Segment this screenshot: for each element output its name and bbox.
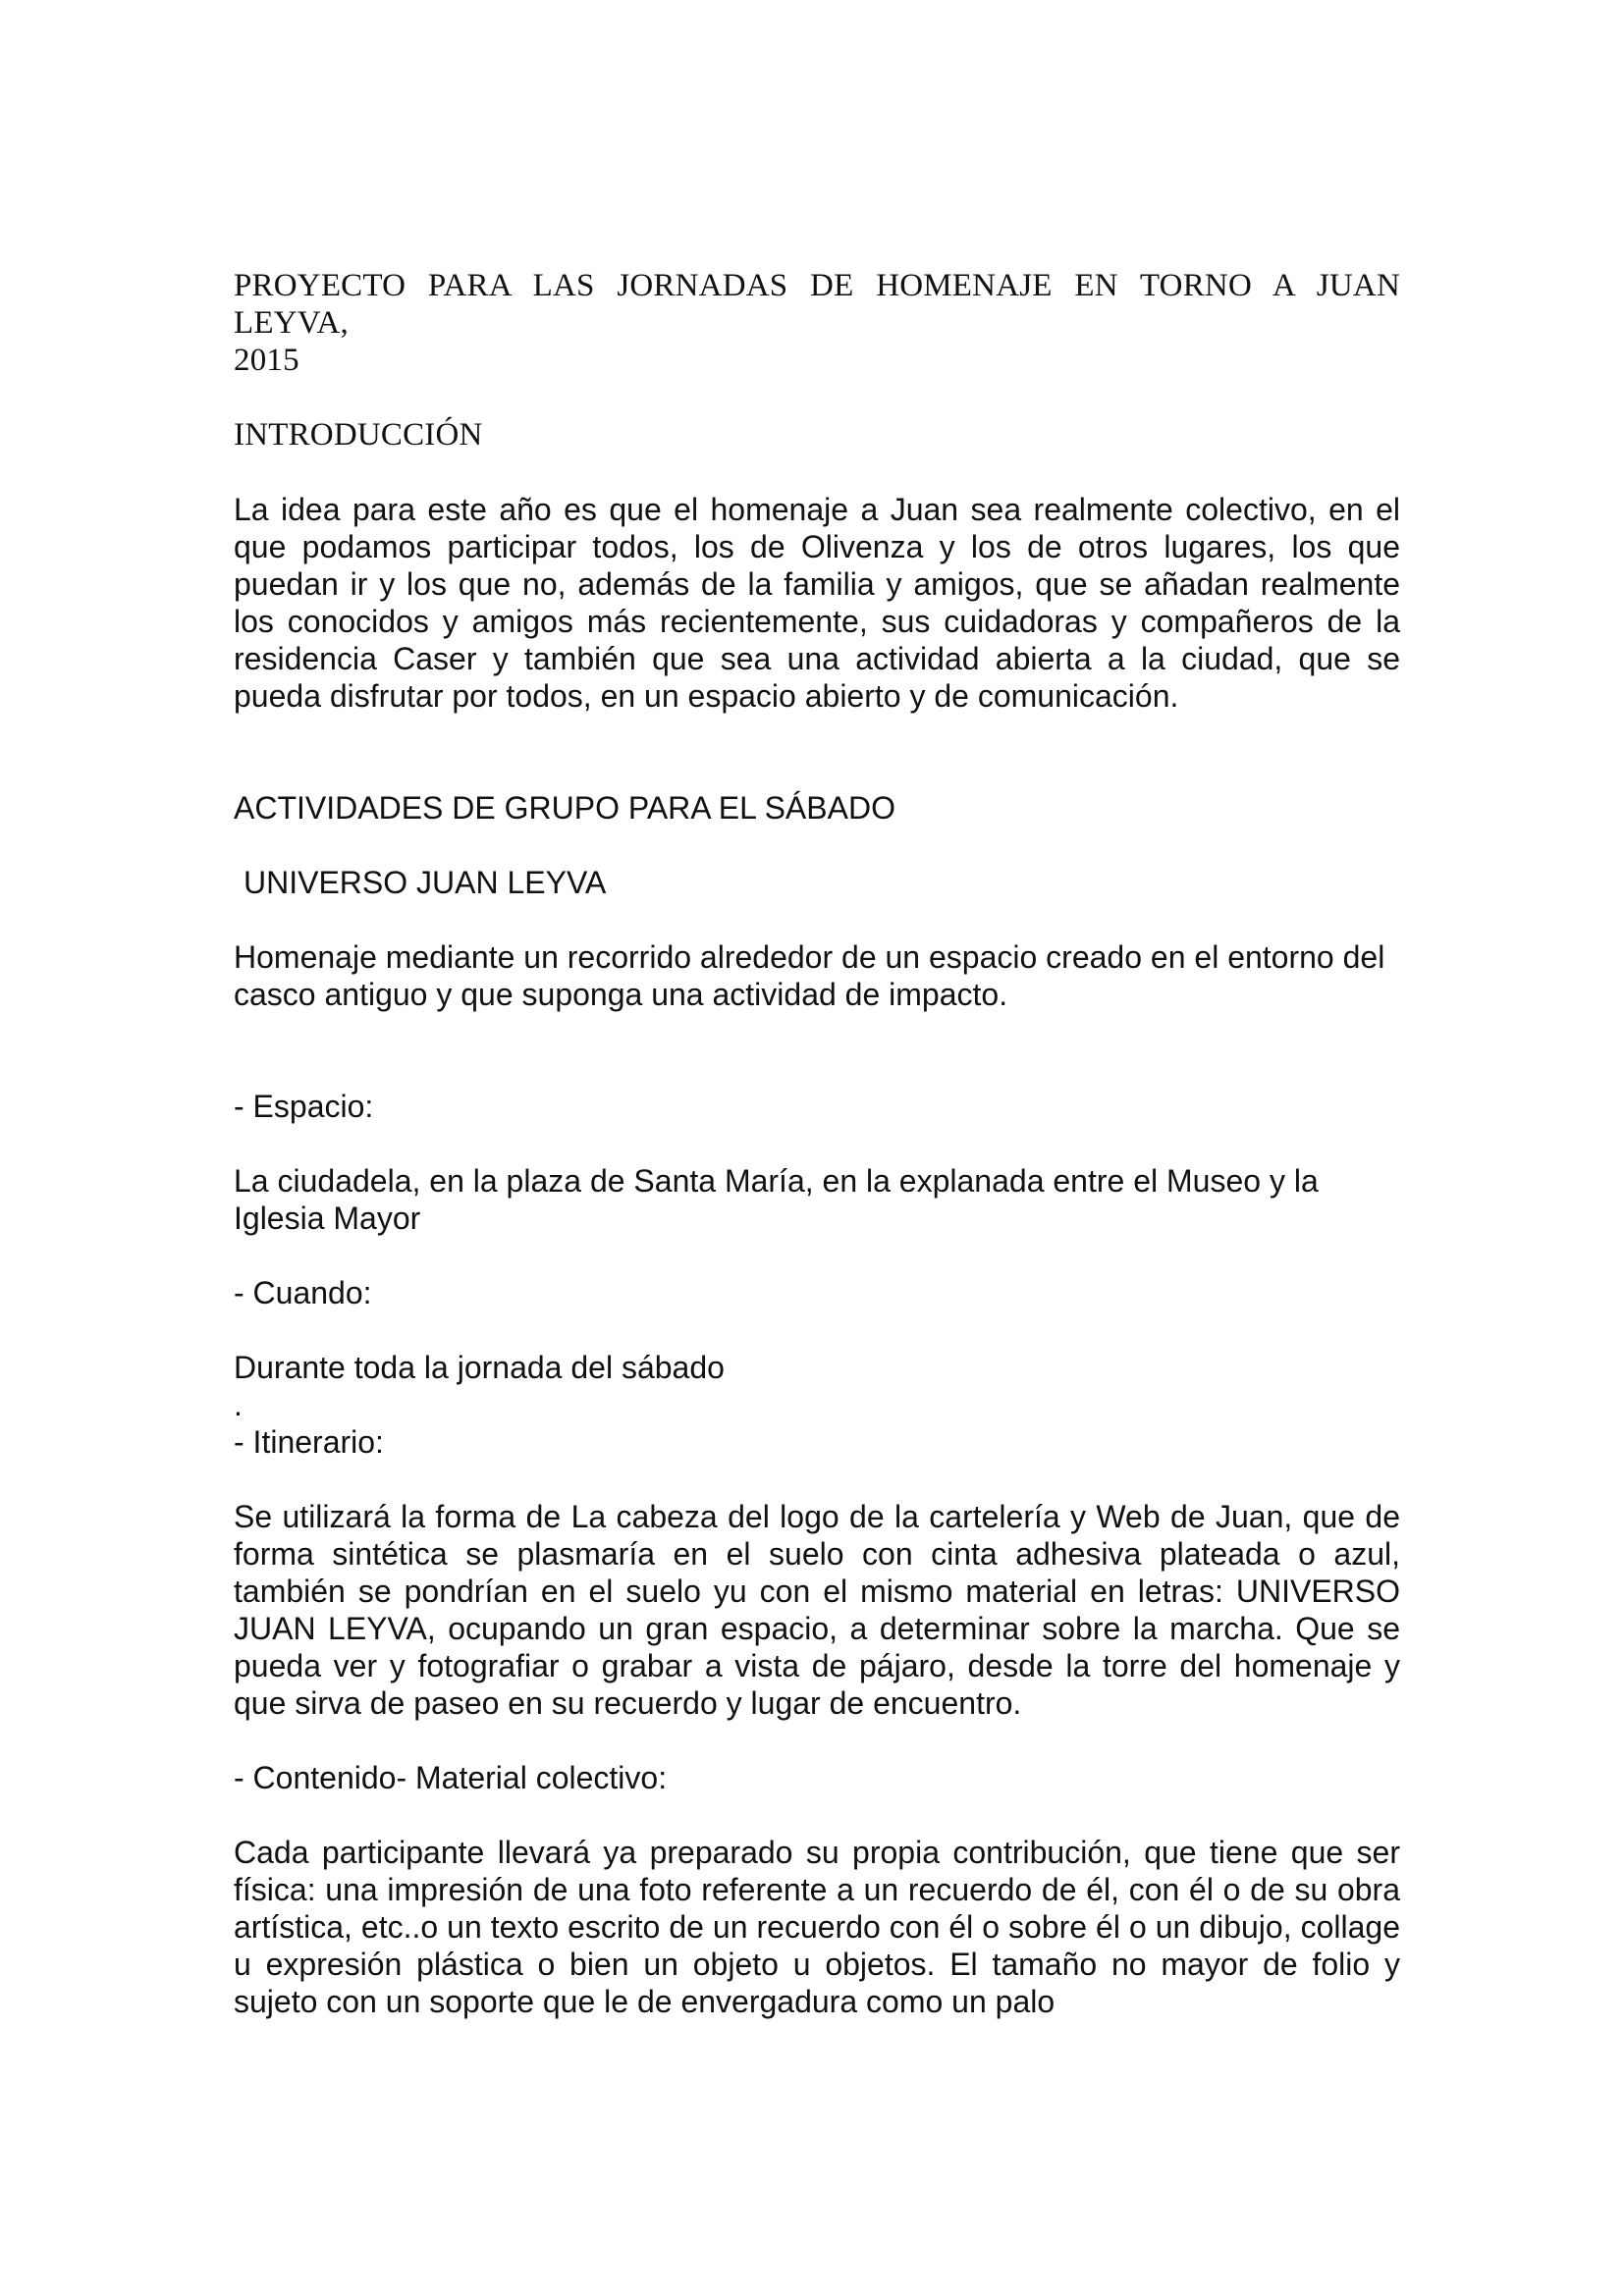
introduccion-paragraph: La idea para este año es que el homenaje a Juan sea realmente colectivo, en el que podamos participar todos, los de Olivenza y los de otros lugares, los que puedan ir y los que no, además de la familia y amigos, que se añadan realmente los conocidos y amigos más recientemente, sus cuidadoras y compañeros de la residencia Caser y también que sea una actividad abierta a la ciudad, que se pueda disfrutar por todos, en un espacio abierto y de comunicación. — [234, 492, 1400, 714]
espacio-text: La ciudadela, en la plaza de Santa María, en la explanada entre el Museo y la Iglesia Mayor — [234, 1163, 1319, 1236]
subheading-universo: UNIVERSO JUAN LEYVA — [244, 865, 607, 900]
title-line-2: LEYVA, — [234, 305, 350, 341]
document-page — [234, 267, 1400, 2020]
actividades-intro-paragraph: Homenaje mediante un recorrido alrededor de un espacio creado en el entorno del casco antiguo y que suponga una actividad de impacto. — [234, 939, 1385, 1012]
espacio-label: - Espacio: — [234, 1089, 374, 1124]
itinerario-paragraph: Se utilizará la forma de La cabeza del logo de la cartelería y Web de Juan, que de forma sintética se plasmaría en el suelo con cinta adhesiva plateada o azul, también se pondrían en el suelo yu con el mismo material en letras: UNIVERSO JUAN LEYVA, ocupando un gran espacio, a determinar sobre la marcha. Que se pueda ver y fotografiar o grabar a vista de pájaro, desde la torre del homenaje y que sirva de paseo en su recuerdo y lugar de encuentro. — [234, 1499, 1400, 1721]
cuando-text: Durante toda la jornada del sábado — [234, 1350, 725, 1385]
section-heading-introduccion: INTRODUCCIÓN — [234, 417, 483, 453]
title-line-1: PROYECTO PARA LAS JORNADAS DE HOMENAJE EN TORNO A JUAN — [234, 268, 1400, 303]
cuando-dot: . — [234, 1387, 243, 1422]
contenido-paragraph: Cada participante llevará ya preparado su propia contribución, que tiene que ser física: una impresión de una foto referente a un recuerdo de él, con él o de su obra artística, etc..o un texto escrito de un recuerdo con él o sobre él o un dibujo, collage u expresión plástica o bien un objeto u objetos. El tamaño no mayor de folio y sujeto con un soporte que le de envergadura como un palo — [234, 1835, 1400, 2019]
contenido-label: - Contenido- Material colectivo: — [234, 1760, 668, 1795]
cuando-label: - Cuando: — [234, 1275, 372, 1310]
itinerario-label: - Itinerario: — [234, 1424, 384, 1460]
section-heading-actividades: ACTIVIDADES DE GRUPO PARA EL SÁBADO — [234, 790, 895, 826]
document-title — [234, 267, 1400, 379]
title-year: 2015 — [234, 343, 299, 378]
